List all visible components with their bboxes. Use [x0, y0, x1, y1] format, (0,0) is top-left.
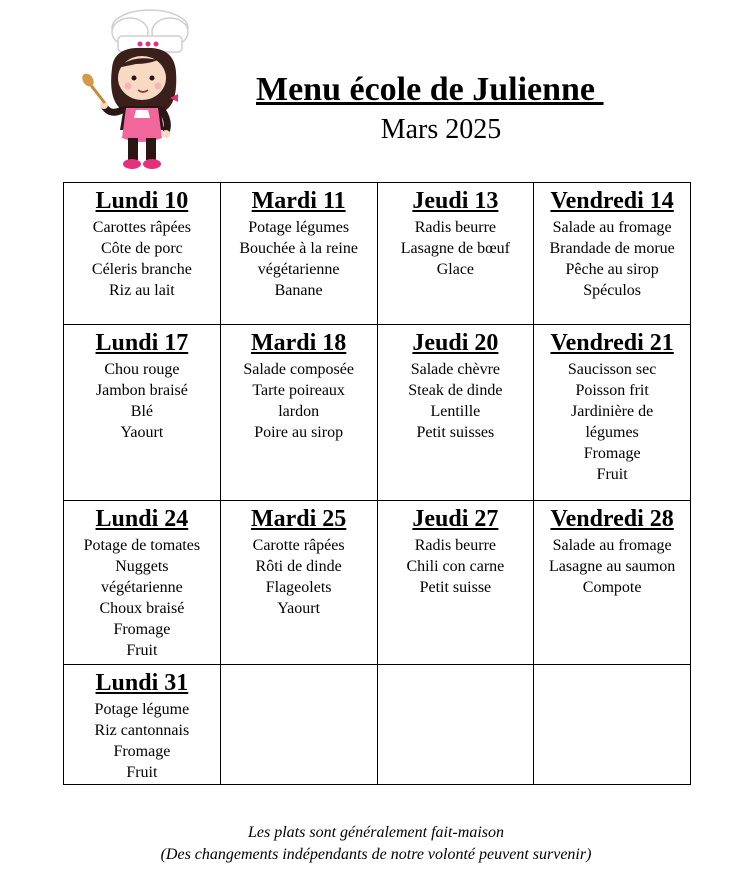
- menu-day-cell: [64, 665, 221, 785]
- menu-row: [64, 183, 691, 325]
- day-heading: Lundi 31: [95, 670, 189, 696]
- dish-item: Steak de dinde: [408, 382, 503, 399]
- day-heading: Lundi 10: [95, 188, 189, 214]
- dish-item: Salade composée: [243, 361, 354, 378]
- dish-item: Fruit: [126, 764, 158, 781]
- dish-item: Lasagne au saumon: [549, 558, 676, 575]
- dish-item: Poisson frit: [575, 382, 649, 399]
- dish-item: Céleris branche: [91, 261, 192, 278]
- day-heading: Jeudi 20: [412, 330, 499, 356]
- menu-row: [64, 325, 691, 501]
- menu-day-cell: [64, 501, 221, 665]
- menu-day-cell: [220, 183, 377, 325]
- dish-item: Blé: [130, 403, 153, 420]
- day-heading: Lundi 24: [95, 506, 189, 532]
- day-heading: Lundi 17: [95, 330, 189, 356]
- dish-item: Riz cantonnais: [94, 722, 190, 739]
- dish-item: Banane: [274, 282, 323, 299]
- dish-item: Salade chèvre: [410, 361, 501, 378]
- dish-item: végétarienne: [257, 261, 340, 278]
- footer-line-1: Les plats sont généralement fait-maison: [248, 824, 504, 841]
- day-heading: Mardi 11: [251, 188, 346, 214]
- day-heading: Jeudi 13: [412, 188, 499, 214]
- dish-item: Carottes râpées: [92, 219, 191, 236]
- dish-item: Salade au fromage: [552, 219, 672, 236]
- dish-item: Potage de tomates: [83, 537, 201, 554]
- dish-item: Glace: [436, 261, 475, 278]
- dish-item: Fruit: [126, 642, 158, 659]
- dish-item: Radis beurre: [414, 537, 497, 554]
- dish-item: Saucisson sec: [567, 361, 657, 378]
- day-heading: Vendredi 14: [550, 188, 674, 214]
- menu-day-cell: [377, 325, 534, 501]
- menu-table: [63, 182, 691, 785]
- dish-item: Carotte râpées: [252, 537, 345, 554]
- dish-item: Rôti de dinde: [255, 558, 342, 575]
- menu-day-cell: [534, 501, 691, 665]
- empty-cell: [377, 665, 534, 785]
- menu-day-cell: [377, 501, 534, 665]
- dish-item: Radis beurre: [414, 219, 497, 236]
- dish-item: Pêche au sirop: [565, 261, 659, 278]
- empty-cell: [220, 665, 377, 785]
- footer-line-2: (Des changements indépendants de notre volonté peuvent survenir): [160, 846, 592, 863]
- day-heading: Mardi 25: [250, 506, 347, 532]
- dish-item: Fromage: [113, 621, 171, 638]
- menu-day-cell: [534, 183, 691, 325]
- empty-cell: [534, 665, 691, 785]
- dish-item: Jambon braisé: [95, 382, 188, 399]
- dish-item: Fromage: [113, 743, 171, 760]
- dish-item: lardon: [278, 403, 320, 420]
- day-heading: Mardi 18: [250, 330, 347, 356]
- dish-item: légumes: [585, 424, 639, 441]
- dish-item: Riz au lait: [108, 282, 175, 299]
- menu-day-cell: [534, 325, 691, 501]
- dish-item: Fruit: [596, 466, 628, 483]
- dish-item: Yaourt: [120, 424, 164, 441]
- dish-item: Salade au fromage: [552, 537, 672, 554]
- dish-item: Choux braisé: [99, 600, 185, 617]
- footer-note: [0, 822, 752, 866]
- dish-item: végétarienne: [101, 579, 183, 596]
- dish-item: Potage légume: [94, 701, 190, 718]
- dish-item: Yaourt: [277, 600, 321, 617]
- menu-row: [64, 665, 691, 785]
- dish-item: Tarte poireaux: [252, 382, 345, 399]
- day-heading: Vendredi 21: [550, 330, 674, 356]
- dish-item: Spéculos: [583, 282, 642, 299]
- dish-item: Bouchée à la reine: [239, 240, 358, 257]
- dish-item: Fromage: [583, 445, 641, 462]
- dish-item: Brandade de morue: [549, 240, 675, 257]
- dish-item: Petit suisses: [416, 424, 495, 441]
- dish-item: Flageolets: [265, 579, 332, 596]
- day-heading: Jeudi 27: [412, 506, 499, 532]
- day-heading: Vendredi 28: [550, 506, 674, 532]
- dish-item: Côte de porc: [101, 240, 183, 257]
- dish-item: Poire au sirop: [254, 424, 344, 441]
- chef-girl-icon: [78, 6, 198, 176]
- dish-item: Petit suisse: [419, 579, 492, 596]
- dish-item: Nuggets: [115, 558, 169, 575]
- dish-item: Chou rouge: [104, 361, 180, 378]
- page-subtitle: Mars 2025: [380, 114, 502, 145]
- menu-day-cell: [220, 325, 377, 501]
- dish-item: Compote: [582, 579, 642, 596]
- dish-item: Potage légumes: [248, 219, 350, 236]
- menu-row: [64, 501, 691, 665]
- menu-day-cell: [64, 325, 221, 501]
- menu-day-cell: [377, 183, 534, 325]
- menu-day-cell: [220, 501, 377, 665]
- dish-item: Chili con carne: [406, 558, 505, 575]
- dish-item: Lasagne de bœuf: [400, 240, 511, 257]
- dish-item: Jardinière de: [571, 403, 654, 420]
- page-title: Menu école de Julienne: [256, 71, 604, 108]
- menu-day-cell: [64, 183, 221, 325]
- dish-item: Lentille: [430, 403, 481, 420]
